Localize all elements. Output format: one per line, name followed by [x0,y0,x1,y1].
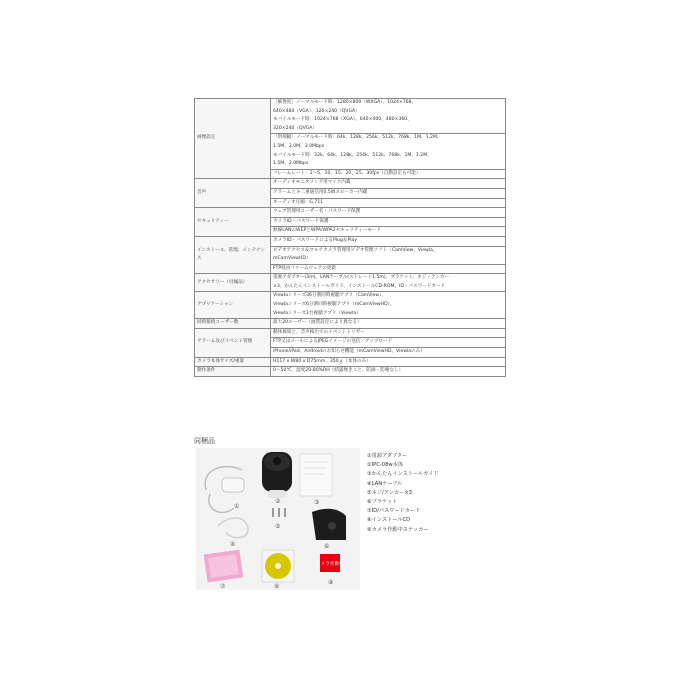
photo-number: ⑤ [275,523,281,530]
spec-category: 動作条件 [195,367,271,377]
spec-table [194,98,506,377]
spec-value: ［解像度］ノーマルモード時：1280×800（WXGA）、1024×768、 640×480（VGA）、320×240（QVGA） モバイルモード時：1024×768（XGA）、640×400、480×360、 320×240（QVGA） [271,99,506,134]
spec-category: セキュリティー [195,208,271,237]
bracket-icon [312,509,346,540]
photo-number: ⑦ [220,583,226,590]
table-row [195,292,506,319]
list-item: ④LANケーブル [367,480,403,487]
photo-number: ① [234,503,240,510]
sticker-text: カメラ作動中 [316,562,344,567]
list-item: ⑦ID/パスワードカード [367,508,421,515]
spec-category: アラーム及びイベント管理 [195,328,271,357]
contents-list [367,452,497,535]
table-row [195,367,506,377]
spec-category: 音声 [195,179,271,208]
spec-value: ［帯域幅］ノーマルモード時：64k、128k、256k、512k、768k、1M、1.2M、 1.5M、2.0M、3.0Mbps モバイルモード時：32k、64k、128k、256k、512k、768k、1M、1.2M、 1.5M、2.0Mbps [271,134,506,169]
table-row [195,357,506,367]
spec-value: Viewlaシリーズ36分割同時視聴アプリ（CamView）、 Viewlaシリーズ6分割同時視聴アプリ（mCamViewHD）、 Viewlaシリーズ1台視聴アプリ（Viewla） [271,292,506,319]
spec-category: インストール、管理、メンテナンス [195,236,271,273]
spec-value: 最大20ユーザー（画質設定により異なる） [271,319,506,329]
photo-number: ② [275,498,281,505]
spec-value: カメラID・パスワード保護 [271,217,506,227]
install-cd-icon [262,550,294,582]
package-contents-photo [196,448,360,590]
spec-value: FTP又はメールによるJPEGイメージの送信／アップロード [271,338,506,348]
list-item: ⑨カメラ作動中ステッカー [367,526,429,533]
spec-value: 無線LANのWEPとWPA/WPA2セキュリティーモード [271,227,506,237]
photo-number: ⑥ [324,543,330,550]
table-row [195,99,506,134]
table-row [195,236,506,246]
spec-category: アクセサリー（付属品） [195,274,271,292]
spec-value: FTP経由ファームウェアの更新 [271,264,506,274]
spec-value: カメラID・パスワードによるPlug＆Play [271,236,506,246]
photo-number: ③ [314,499,320,506]
spec-value: ビデオアクセス＆マルチカメラ管理用ビデオ管理ソフト（CamView、Viewla、 mCamViewHD） [271,246,506,264]
list-item: ①電源アダプター [367,453,408,459]
table-row [195,274,506,292]
section-title: 同梱品 [194,437,215,445]
camera-sticker-icon [316,554,344,572]
spec-value: フレームレート：1～5、10、15、20、25、30fps（自動設定も可能） [271,169,506,179]
list-item: ⑤ネジ/アンカー×3 [367,489,412,496]
table-row [195,319,506,329]
spec-value: オーディオモニタリング用マイク内蔵 [271,179,506,189]
spec-value: iPhone/iPad、Androidのお知らせ機能（mCamViewHD、Viewlaのみ） [271,348,506,358]
spec-category: 画像設定 [195,99,271,179]
spec-value: 動体検知と、音声検出でのイベントトリガー [271,328,506,338]
list-item: ③かんたんインストールガイド [367,471,439,478]
spec-value: 電源アダプター(3m)、LANケーブル(ストレート1.5m)、ブラケット、ネジ・アンカー ×3、かんたんインストールガイド、インストールCD-ROM、ID・パスワードカード [271,274,506,292]
spec-value: オーディオ圧縮：G.711 [271,198,506,208]
table-row [195,179,506,189]
spec-value: アラームとキ二重通信用0.5Wスピーカー内蔵 [271,188,506,198]
photo-number: ⑧ [274,583,280,590]
list-item: ⑥ブラケット [367,499,398,506]
spec-category: 同時接続ユーザー数 [195,319,271,329]
photo-number: ⑨ [328,579,334,586]
table-row [195,208,506,218]
spec-value: 0～50℃、湿度20-80%RH（結露無きこと、防滴・防塵なし） [271,367,506,377]
list-item: ②IPC-08w本体 [367,462,404,469]
spec-value: H117 x W80 x D75mm、350ｇ（本体のみ） [271,357,506,367]
list-item: ⑧インストールCD [367,517,411,524]
package-illustration [196,448,360,590]
spec-value: ウェブ管理用ユーザー名・パスワード保護 [271,208,506,218]
id-password-card-icon [204,550,244,583]
spec-category: アプリケーション [195,292,271,319]
table-row [195,328,506,338]
spec-category: カメラ本体サイズ/重量 [195,357,271,367]
photo-number: ④ [230,541,236,548]
install-guide-icon [300,454,332,496]
